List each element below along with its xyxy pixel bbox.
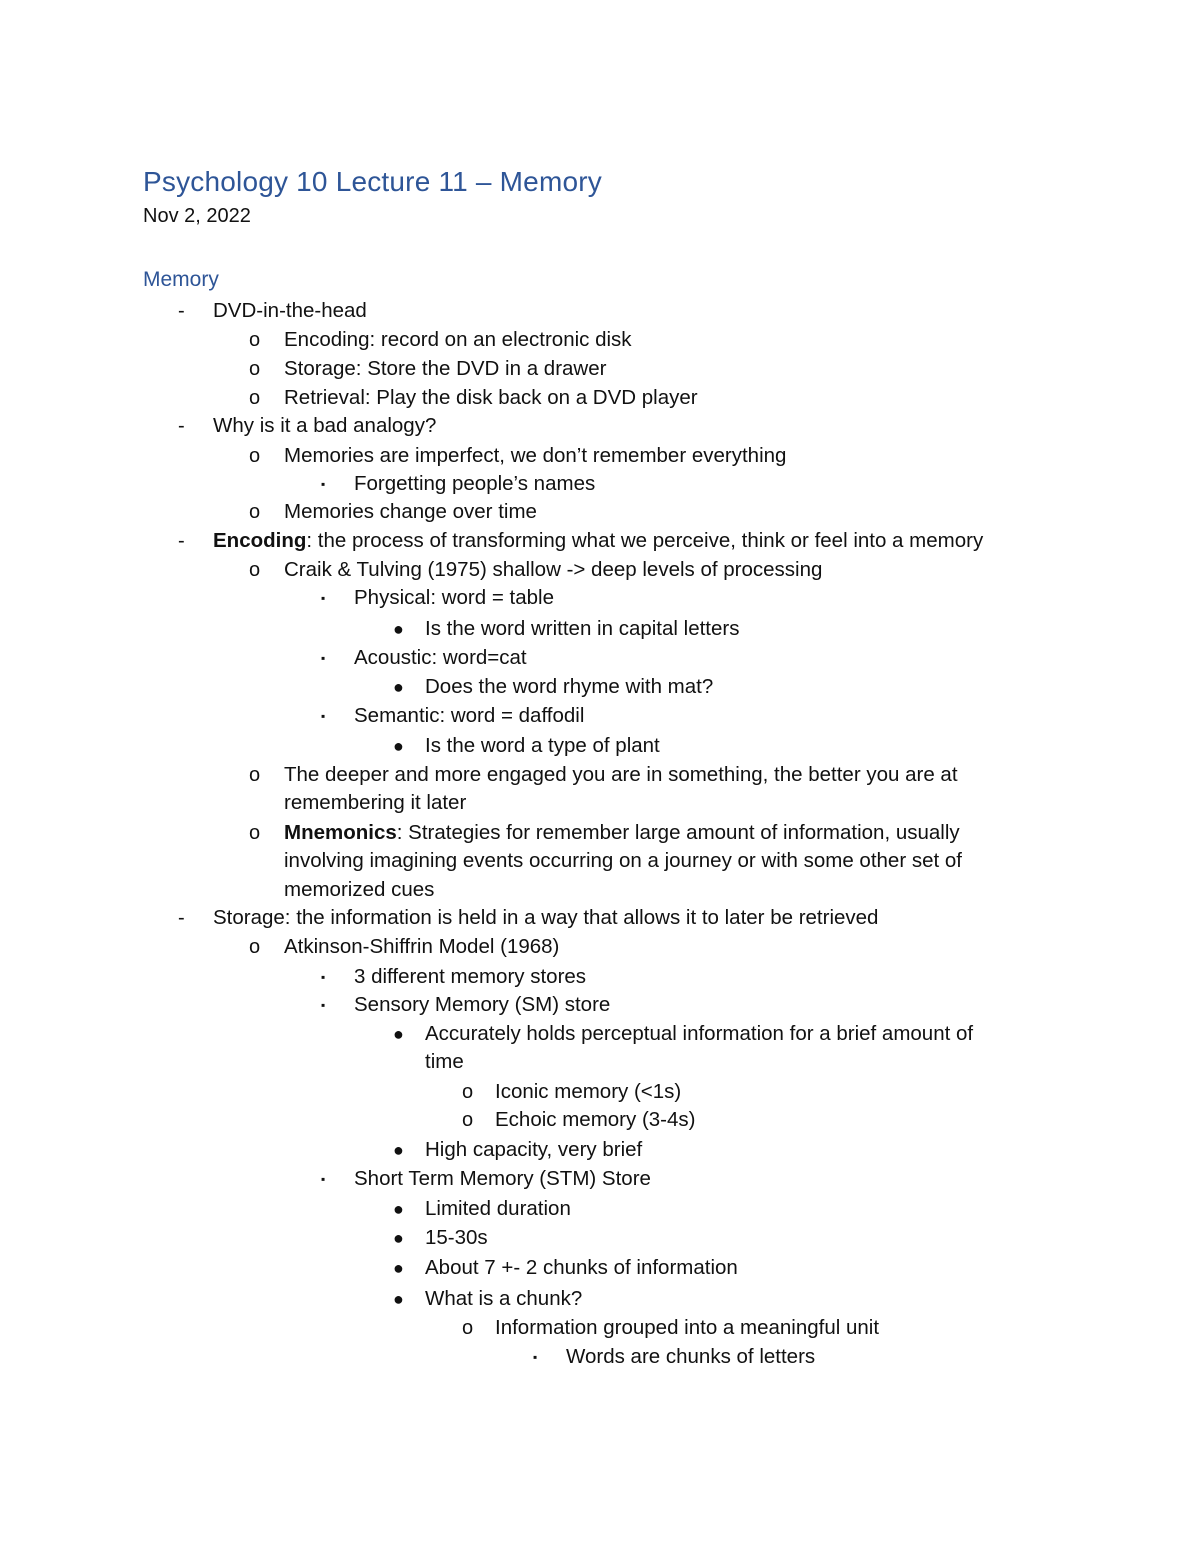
dot-bullet: ●: [393, 1228, 404, 1248]
dash-bullet: -: [178, 530, 185, 552]
dot-bullet: ●: [393, 1199, 404, 1219]
list-item: Does the word rhyme with mat?: [425, 675, 714, 698]
list-item: Why is it a bad analogy?: [213, 414, 437, 437]
list-item: High capacity, very brief: [425, 1138, 643, 1161]
list-item: Echoic memory (3-4s): [495, 1108, 696, 1131]
bold-term: Mnemonics: [284, 821, 397, 844]
list-item: What is a chunk?: [425, 1287, 583, 1310]
list-item-continuation: time: [425, 1050, 464, 1073]
list-item: Iconic memory (<1s): [495, 1080, 682, 1103]
dot-bullet: ●: [393, 619, 404, 639]
list-item: Storage: Store the DVD in a drawer: [284, 357, 607, 380]
dot-bullet: ●: [393, 736, 404, 756]
dot-bullet: ●: [393, 1289, 404, 1309]
square-bullet: ▪: [321, 591, 326, 605]
square-bullet: ▪: [321, 970, 326, 984]
list-item: Accurately holds perceptual information for a brief amount of: [425, 1022, 974, 1045]
list-item: Sensory Memory (SM) store: [354, 993, 611, 1016]
square-bullet: ▪: [321, 477, 326, 491]
circle-bullet: o: [249, 822, 261, 844]
circle-bullet: o: [249, 501, 261, 523]
list-item: [213, 528, 983, 554]
list-item: Information grouped into a meaningful unit: [495, 1316, 880, 1339]
list-item: DVD-in-the-head: [213, 299, 367, 322]
list-item: Encoding: record on an electronic disk: [284, 328, 632, 351]
list-item: Memories change over time: [284, 500, 537, 523]
list-item-continuation: remembering it later: [284, 791, 467, 814]
dot-bullet: ●: [393, 1140, 404, 1160]
circle-bullet: o: [249, 764, 261, 786]
list-item-text: : Strategies for remember large amount of information, usually: [396, 821, 960, 844]
list-item: Physical: word = table: [354, 586, 554, 609]
list-item: Short Term Memory (STM) Store: [354, 1167, 651, 1190]
circle-bullet: o: [249, 329, 261, 351]
circle-bullet: o: [249, 559, 261, 581]
list-item: Semantic: word = daffodil: [354, 704, 585, 727]
bold-term: Encoding: [213, 529, 307, 552]
list-item: Atkinson-Shiffrin Model (1968): [284, 935, 560, 958]
list-item: About 7 +- 2 chunks of information: [425, 1256, 738, 1279]
list-item-continuation: involving imagining events occurring on a journey or with some other set of: [284, 849, 962, 872]
list-item: The deeper and more engaged you are in something, the better you are at: [284, 763, 958, 786]
list-item: Forgetting people’s names: [354, 472, 596, 495]
list-item: Is the word a type of plant: [425, 734, 660, 757]
dash-bullet: -: [178, 300, 185, 322]
circle-bullet: o: [462, 1317, 474, 1339]
dot-bullet: ●: [393, 1258, 404, 1278]
square-bullet: ▪: [533, 1350, 538, 1364]
circle-bullet: o: [249, 387, 261, 409]
document-date: Nov 2, 2022: [143, 205, 251, 227]
list-item: Acoustic: word=cat: [354, 646, 527, 669]
dot-bullet: ●: [393, 1024, 404, 1044]
square-bullet: ▪: [321, 709, 326, 723]
dot-bullet: ●: [393, 677, 404, 697]
list-item: Words are chunks of letters: [566, 1345, 816, 1368]
list-item: Limited duration: [425, 1197, 571, 1220]
list-item: Storage: the information is held in a way that allows it to later be retrieved: [213, 906, 879, 929]
circle-bullet: o: [249, 936, 261, 958]
list-item: Memories are imperfect, we don’t remember everything: [284, 444, 787, 467]
list-item-text: : the process of transforming what we perceive, think or feel into a memory: [306, 529, 984, 552]
dash-bullet: -: [178, 415, 185, 437]
square-bullet: ▪: [321, 651, 326, 665]
dash-bullet: -: [178, 907, 185, 929]
list-item: [284, 820, 960, 846]
list-item: Craik & Tulving (1975) shallow -> deep levels of processing: [284, 558, 823, 581]
document-title: Psychology 10 Lecture 11 – Memory: [143, 166, 602, 197]
list-item: 3 different memory stores: [354, 965, 587, 988]
list-item: Is the word written in capital letters: [425, 617, 740, 640]
list-item-continuation: memorized cues: [284, 878, 435, 901]
square-bullet: ▪: [321, 998, 326, 1012]
list-item: 15-30s: [425, 1226, 488, 1249]
circle-bullet: o: [249, 445, 261, 467]
circle-bullet: o: [462, 1109, 474, 1131]
square-bullet: ▪: [321, 1172, 326, 1186]
list-item: Retrieval: Play the disk back on a DVD player: [284, 386, 698, 409]
section-heading: Memory: [143, 268, 219, 291]
circle-bullet: o: [462, 1081, 474, 1103]
circle-bullet: o: [249, 358, 261, 380]
